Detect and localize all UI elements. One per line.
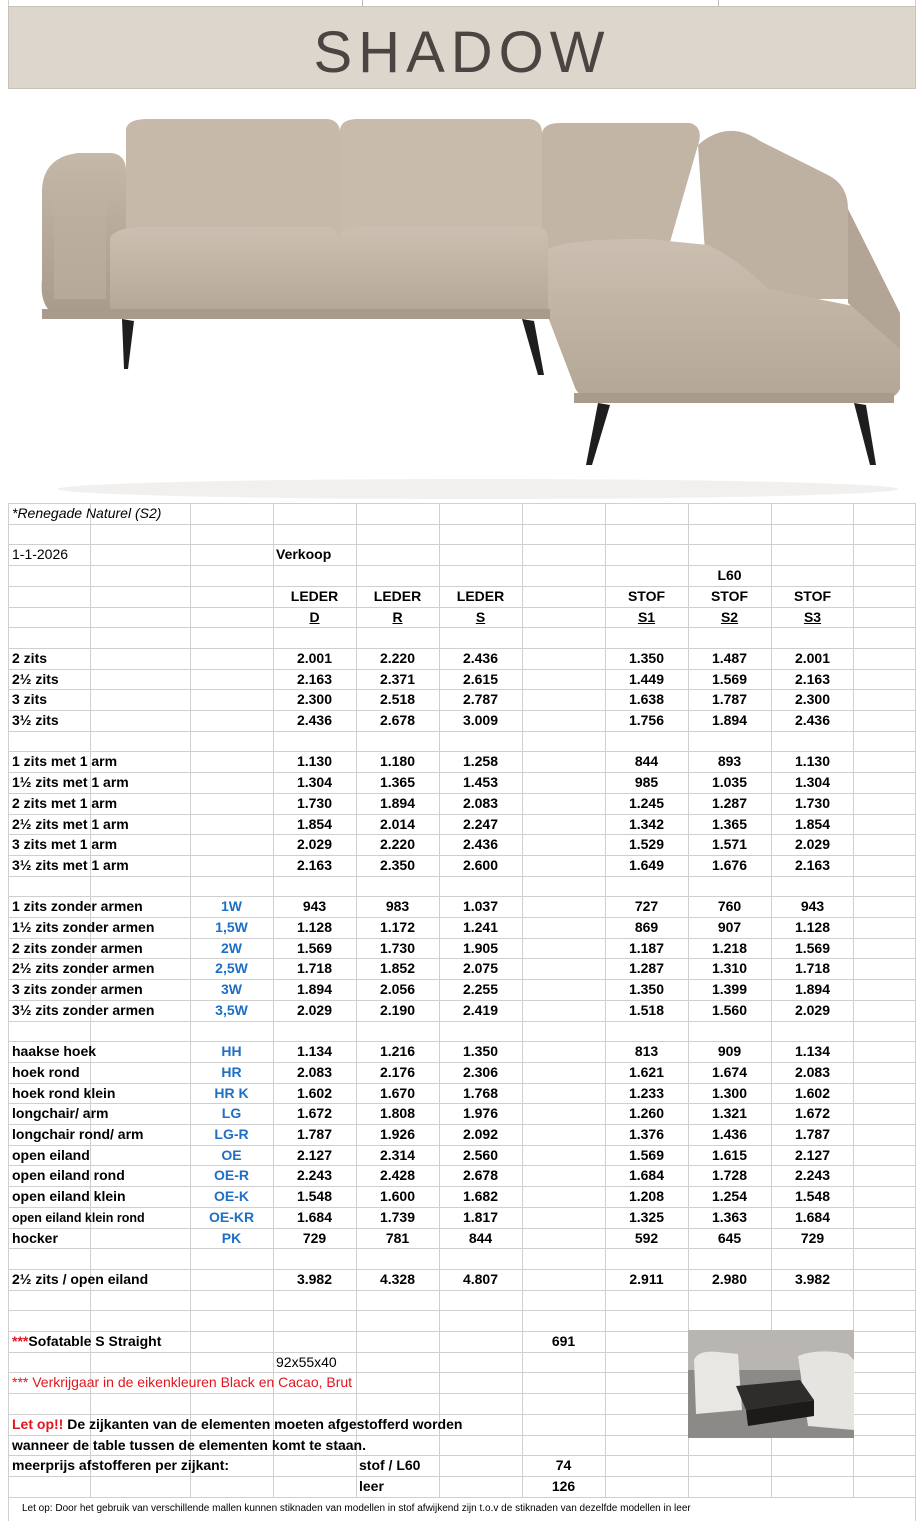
- surcharge-label: meerprijs afstofferen per zijkant:: [12, 1457, 230, 1473]
- price-cell: 1.852: [379, 960, 416, 976]
- column-type: STOF: [710, 588, 749, 604]
- model-name: 2½ zits zonder armen: [12, 960, 155, 976]
- price-cell: 1.905: [462, 940, 499, 956]
- model-code: 1W: [221, 898, 242, 914]
- price-cell: 1.674: [711, 1064, 748, 1080]
- model-code: OE: [221, 1147, 242, 1163]
- sofatable-name: [12, 1331, 272, 1351]
- price-cell: 893: [717, 753, 742, 769]
- price-cell: 1.560: [711, 1002, 748, 1018]
- price-cell: 1.730: [794, 795, 831, 811]
- model-code: HR K: [214, 1085, 249, 1101]
- price-cell: 2.419: [462, 1002, 499, 1018]
- model-name: longchair rond/ arm: [12, 1126, 144, 1142]
- price-cell: 909: [717, 1043, 742, 1059]
- price-cell: 2.220: [379, 650, 416, 666]
- price-cell: 2.014: [379, 816, 416, 832]
- price-cell: 1.730: [296, 795, 333, 811]
- price-cell: 1.854: [296, 816, 333, 832]
- price-cell: 2.190: [379, 1002, 416, 1018]
- price-cell: 2.247: [462, 816, 499, 832]
- model-name: 2 zits: [12, 650, 48, 666]
- price-cell: 985: [634, 774, 659, 790]
- surcharge-material: leer: [359, 1478, 384, 1494]
- price-cell: 2.300: [296, 691, 333, 707]
- price-cell: 1.529: [628, 836, 665, 852]
- price-cell: 1.342: [628, 816, 665, 832]
- model-code: 3,5W: [215, 1002, 248, 1018]
- price-cell: 1.600: [379, 1188, 416, 1204]
- column-type: STOF: [627, 588, 666, 604]
- model-name: hocker: [12, 1230, 58, 1246]
- price-cell: 1.569: [711, 671, 748, 687]
- price-cell: 2.056: [379, 981, 416, 997]
- warning-text: De zijkanten van de elementen moeten afgestofferd worden: [63, 1416, 463, 1432]
- price-cell: 2.220: [379, 836, 416, 852]
- model-name: 2 zits zonder armen: [12, 940, 143, 956]
- price-cell: 1.670: [379, 1085, 416, 1101]
- price-cell: 1.728: [711, 1167, 748, 1183]
- price-cell: 1.245: [628, 795, 665, 811]
- price-cell: 2.243: [296, 1167, 333, 1183]
- model-code: OE-K: [214, 1188, 249, 1204]
- price-cell: 1.035: [711, 774, 748, 790]
- price-cell: 760: [717, 898, 742, 914]
- price-cell: 1.304: [794, 774, 831, 790]
- brand-banner: [8, 6, 916, 89]
- price-cell: 2.029: [794, 1002, 831, 1018]
- price-cell: 1.218: [711, 940, 748, 956]
- price-cell: 4.807: [462, 1271, 499, 1287]
- price-cell: 1.350: [628, 981, 665, 997]
- price-cell: 2.127: [794, 1147, 831, 1163]
- price-cell: 729: [302, 1230, 327, 1246]
- sofatable-note: *** Verkrijgaar in de eikenkleuren Black en Cacao, Brut: [12, 1374, 353, 1390]
- price-cell: 1.854: [794, 816, 831, 832]
- photo-caption: *Renegade Naturel (S2): [12, 505, 162, 521]
- price-cell: 1.621: [628, 1064, 665, 1080]
- model-name: 3½ zits met 1 arm: [12, 857, 129, 873]
- price-cell: 2.436: [462, 650, 499, 666]
- price-cell: 1.325: [628, 1209, 665, 1225]
- group-label: L60: [717, 567, 742, 583]
- price-cell: 2.436: [794, 712, 831, 728]
- model-name: 1 zits met 1 arm: [12, 753, 118, 769]
- price-cell: 2.314: [379, 1147, 416, 1163]
- price-cell: 2.678: [379, 712, 416, 728]
- column-code: S3: [803, 609, 822, 625]
- price-cell: 2.436: [462, 836, 499, 852]
- price-cell: 2.163: [794, 857, 831, 873]
- price-cell: 1.602: [794, 1085, 831, 1101]
- price-cell: 1.453: [462, 774, 499, 790]
- model-name: 1 zits zonder armen: [12, 898, 143, 914]
- price-cell: 1.187: [628, 940, 665, 956]
- price-cell: 1.287: [628, 960, 665, 976]
- price-cell: 3.982: [794, 1271, 831, 1287]
- price-cell: 2.163: [296, 857, 333, 873]
- model-name: open eiland: [12, 1147, 90, 1163]
- price-cell: 2.083: [794, 1064, 831, 1080]
- price-cell: 2.600: [462, 857, 499, 873]
- price-cell: 1.926: [379, 1126, 416, 1142]
- price-cell: 3.982: [296, 1271, 333, 1287]
- price-cell: 1.817: [462, 1209, 499, 1225]
- price-cell: 2.163: [296, 671, 333, 687]
- model-name: 3½ zits: [12, 712, 59, 728]
- price-cell: 1.254: [711, 1188, 748, 1204]
- model-code: 2,5W: [215, 960, 248, 976]
- price-cell: 2.163: [794, 671, 831, 687]
- grid-row-line: [8, 1248, 916, 1249]
- model-name: 2½ zits / open eiland: [12, 1271, 149, 1287]
- price-cell: 1.684: [628, 1167, 665, 1183]
- price-cell: 1.787: [296, 1126, 333, 1142]
- price-cell: 1.682: [462, 1188, 499, 1204]
- price-cell: 2.787: [462, 691, 499, 707]
- model-name: open eiland klein rond: [12, 1211, 145, 1225]
- price-cell: 2.560: [462, 1147, 499, 1163]
- column-type: LEDER: [456, 588, 505, 604]
- warning-line-1: [12, 1414, 612, 1434]
- price-cell: 1.676: [711, 857, 748, 873]
- price-cell: 907: [717, 919, 742, 935]
- surcharge-price: 126: [551, 1478, 576, 1494]
- price-cell: 1.363: [711, 1209, 748, 1225]
- price-cell: 1.304: [296, 774, 333, 790]
- model-code: HR: [221, 1064, 242, 1080]
- footnote: Let op: Door het gebruik van verschillende mallen kunnen stiknaden van modellen in stof afwijkend zijn t.o.v de stiknaden van dezelfde modellen in leer: [22, 1503, 691, 1514]
- price-cell: 1.894: [379, 795, 416, 811]
- price-cell: 1.365: [711, 816, 748, 832]
- column-code: R: [392, 609, 403, 625]
- price-cell: 2.255: [462, 981, 499, 997]
- price-cell: 727: [634, 898, 659, 914]
- model-name: 3½ zits zonder armen: [12, 1002, 155, 1018]
- model-name: hoek rond klein: [12, 1085, 116, 1101]
- price-cell: 2.436: [296, 712, 333, 728]
- price-cell: 1.449: [628, 671, 665, 687]
- price-cell: 1.233: [628, 1085, 665, 1101]
- price-cell: 1.548: [794, 1188, 831, 1204]
- model-code: HH: [221, 1043, 242, 1059]
- column-code: D: [309, 609, 320, 625]
- price-cell: 1.134: [296, 1043, 333, 1059]
- model-code: PK: [221, 1230, 242, 1246]
- model-code: OE-KR: [208, 1209, 255, 1225]
- model-code: 2W: [221, 940, 242, 956]
- price-cell: 2.001: [794, 650, 831, 666]
- price-cell: 2.371: [379, 671, 416, 687]
- column-code: S2: [720, 609, 739, 625]
- price-cell: 2.350: [379, 857, 416, 873]
- grid-row-line: [8, 627, 916, 628]
- price-cell: 1.350: [628, 650, 665, 666]
- column-type: STOF: [793, 588, 832, 604]
- grid-row-line: [8, 1021, 916, 1022]
- grid-row-line: [8, 1310, 916, 1311]
- price-cell: 1.376: [628, 1126, 665, 1142]
- model-name: 3 zits: [12, 691, 48, 707]
- price-cell: 1.134: [794, 1043, 831, 1059]
- price-cell: 1.569: [628, 1147, 665, 1163]
- price-cell: 1.756: [628, 712, 665, 728]
- price-cell: 1.208: [628, 1188, 665, 1204]
- sofatable-stars: ***: [12, 1333, 29, 1349]
- model-code: OE-R: [214, 1167, 249, 1183]
- price-cell: 1.258: [462, 753, 499, 769]
- price-cell: 1.037: [462, 898, 499, 914]
- price-cell: 781: [385, 1230, 410, 1246]
- model-name: 3 zits met 1 arm: [12, 836, 118, 852]
- price-cell: 1.518: [628, 1002, 665, 1018]
- price-cell: 2.176: [379, 1064, 416, 1080]
- price-cell: 1.180: [379, 753, 416, 769]
- model-code: 3W: [221, 981, 242, 997]
- price-cell: 1.638: [628, 691, 665, 707]
- price-cell: 2.911: [629, 1271, 664, 1287]
- price-cell: 1.894: [296, 981, 333, 997]
- price-cell: 2.980: [711, 1271, 748, 1287]
- model-code: 1,5W: [215, 919, 248, 935]
- grid-row-line: [8, 524, 916, 525]
- price-cell: 2.243: [794, 1167, 831, 1183]
- price-cell: 844: [468, 1230, 493, 1246]
- model-name: longchair/ arm: [12, 1105, 109, 1121]
- price-cell: 1.350: [462, 1043, 499, 1059]
- column-type: LEDER: [373, 588, 422, 604]
- model-name: open eiland klein: [12, 1188, 126, 1204]
- price-cell: 1.310: [711, 960, 748, 976]
- price-cell: 1.739: [379, 1209, 416, 1225]
- price-cell: 2.428: [379, 1167, 416, 1183]
- price-cell: 1.130: [296, 753, 333, 769]
- price-cell: 1.718: [794, 960, 831, 976]
- price-cell: 1.615: [711, 1147, 748, 1163]
- surcharge-material: stof / L60: [359, 1457, 421, 1473]
- price-cell: 2.029: [296, 836, 333, 852]
- price-cell: 1.569: [296, 940, 333, 956]
- price-cell: 1.569: [794, 940, 831, 956]
- price-cell: 1.548: [296, 1188, 333, 1204]
- grid-row-line: [8, 876, 916, 877]
- price-cell: 1.172: [379, 919, 416, 935]
- grid-row-line: [8, 1290, 916, 1291]
- price-cell: 3.009: [462, 712, 499, 728]
- price-cell: 1.399: [711, 981, 748, 997]
- price-cell: 2.615: [462, 671, 499, 687]
- warning-prefix: Let op!!: [12, 1416, 64, 1432]
- price-cell: 813: [634, 1043, 659, 1059]
- price-cell: 1.287: [711, 795, 748, 811]
- price-cell: 2.300: [794, 691, 831, 707]
- price-cell: 2.029: [794, 836, 831, 852]
- price-cell: 1.260: [628, 1105, 665, 1121]
- price-cell: 1.649: [628, 857, 665, 873]
- price-cell: 2.083: [296, 1064, 333, 1080]
- price-cell: 1.787: [711, 691, 748, 707]
- price-cell: 4.328: [379, 1271, 416, 1287]
- price-cell: 2.306: [462, 1064, 499, 1080]
- price-cell: 592: [634, 1230, 659, 1246]
- grid-row-line: [8, 731, 916, 732]
- surcharge-price: 74: [555, 1457, 572, 1473]
- price-cell: 1.487: [711, 650, 748, 666]
- price-cell: 2.029: [296, 1002, 333, 1018]
- price-cell: 1.894: [711, 712, 748, 728]
- price-cell: 729: [800, 1230, 825, 1246]
- price-cell: 1.128: [794, 919, 831, 935]
- price-cell: 1.976: [462, 1105, 499, 1121]
- model-name: 2½ zits: [12, 671, 59, 687]
- price-cell: 1.130: [794, 753, 831, 769]
- price-cell: 1.684: [296, 1209, 333, 1225]
- price-cell: 1.571: [711, 836, 748, 852]
- price-cell: 2.083: [462, 795, 499, 811]
- price-cell: 1.768: [462, 1085, 499, 1101]
- price-cell: 983: [385, 898, 410, 914]
- price-cell: 2.678: [462, 1167, 499, 1183]
- price-cell: 1.787: [794, 1126, 831, 1142]
- price-cell: 1.128: [296, 919, 333, 935]
- price-cell: 1.436: [711, 1126, 748, 1142]
- price-cell: 1.672: [794, 1105, 831, 1121]
- price-cell: 1.672: [296, 1105, 333, 1121]
- model-name: hoek rond: [12, 1064, 80, 1080]
- price-cell: 1.894: [794, 981, 831, 997]
- sofatable-price: 691: [551, 1333, 576, 1349]
- warning-line-2: wanneer de table tussen de elementen komt te staan.: [12, 1437, 366, 1453]
- price-cell: 943: [302, 898, 327, 914]
- price-cell: 1.730: [379, 940, 416, 956]
- grid-row-line: [8, 544, 916, 545]
- grid-row-line: [8, 565, 916, 566]
- sofatable-label: Sofatable S Straight: [28, 1333, 162, 1349]
- model-name: 3 zits zonder armen: [12, 981, 143, 997]
- price-cell: 1.241: [462, 919, 499, 935]
- column-code: S1: [637, 609, 656, 625]
- price-cell: 943: [800, 898, 825, 914]
- price-cell: 2.127: [296, 1147, 333, 1163]
- price-cell: 1.718: [296, 960, 333, 976]
- price-cell: 869: [634, 919, 659, 935]
- price-cell: 844: [634, 753, 659, 769]
- price-cell: 2.001: [296, 650, 333, 666]
- sofatable-dimensions: 92x55x40: [276, 1354, 337, 1370]
- price-cell: 2.075: [462, 960, 499, 976]
- section-label: Verkoop: [276, 546, 332, 562]
- model-name: 1½ zits zonder armen: [12, 919, 155, 935]
- column-type: LEDER: [290, 588, 339, 604]
- model-name: 2 zits met 1 arm: [12, 795, 118, 811]
- sofatable-photo: [688, 1330, 854, 1438]
- brand-title: SHADOW: [313, 20, 611, 85]
- model-name: 2½ zits met 1 arm: [12, 816, 129, 832]
- model-name: haakse hoek: [12, 1043, 97, 1059]
- model-code: LG: [221, 1105, 242, 1121]
- price-cell: 645: [717, 1230, 742, 1246]
- price-cell: 1.808: [379, 1105, 416, 1121]
- price-cell: 1.216: [379, 1043, 416, 1059]
- price-cell: 1.602: [296, 1085, 333, 1101]
- column-code: S: [475, 609, 486, 625]
- price-cell: 1.684: [794, 1209, 831, 1225]
- price-cell: 2.518: [379, 691, 416, 707]
- price-date: 1-1-2026: [12, 546, 69, 562]
- price-cell: 1.300: [711, 1085, 748, 1101]
- price-cell: 1.321: [711, 1105, 748, 1121]
- price-cell: 2.092: [462, 1126, 499, 1142]
- sofa-photo: [8, 89, 916, 503]
- price-cell: 1.365: [379, 774, 416, 790]
- model-name: open eiland rond: [12, 1167, 125, 1183]
- model-code: LG-R: [214, 1126, 249, 1142]
- model-name: 1½ zits met 1 arm: [12, 774, 129, 790]
- grid-row-line: [8, 1497, 916, 1498]
